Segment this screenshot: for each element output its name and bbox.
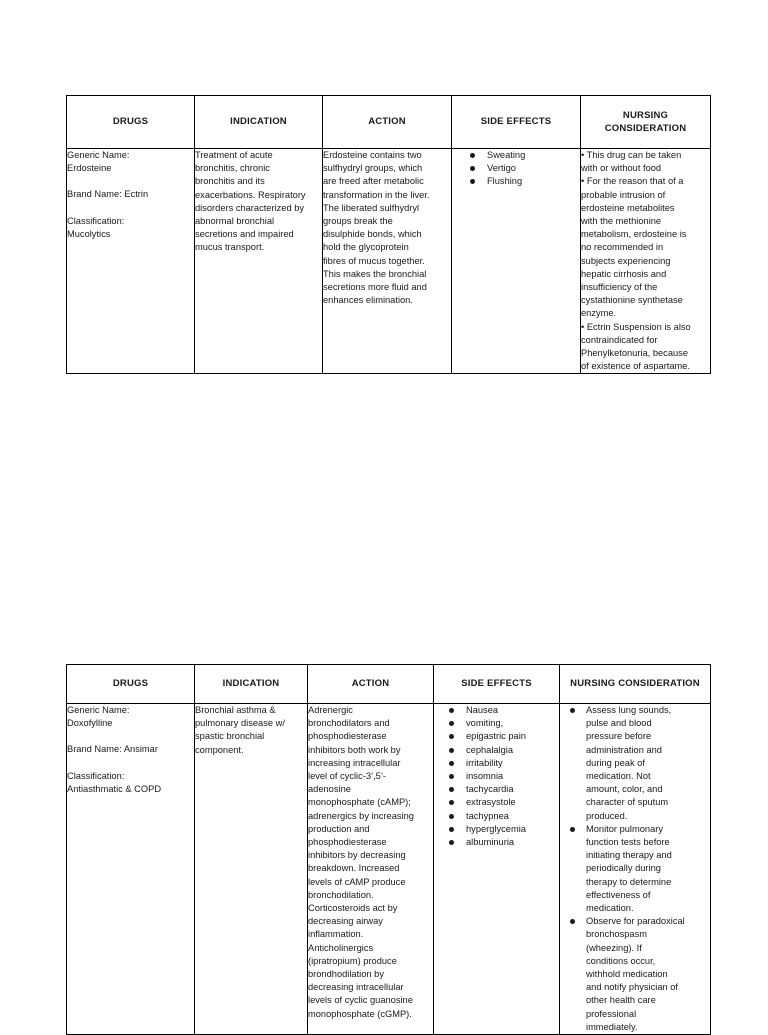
list-item: irritability (449, 757, 559, 770)
header-side-effects: SIDE EFFECTS (434, 665, 560, 704)
header-drugs: DRUGS (67, 96, 195, 149)
list-item: Monitor pulmonary function tests before initiating therapy and periodically during therapy to determine effectiveness of medication. (570, 823, 710, 915)
header-action: ACTION (323, 96, 452, 149)
classification-value: Mucolytics (67, 228, 111, 239)
classification-label: Classification: (67, 215, 125, 226)
generic-name-value: Doxofylline (67, 718, 113, 729)
action-cell: Adrenergic bronchodilators and phosphodiesterase inhibitors both work by increasing intracellular level of cyclic-3’,5’- adenosine monophosphate (cAMP); adrenergics by increasing production and phosphodiesterase inhibitors by decreasing breakdown. Increased levels of cAMP produce bronchodilation. Corticosteroids act by decreasing airway inflammation. Anticholinergics (ipratropium) produce brondhodilation by decreasing intracellular levels of cyclic guanosine monophosphate (cGMP). (308, 704, 434, 1035)
generic-name-label: Generic Name: (67, 150, 130, 160)
classification-value: Antiasthmatic & COPD (67, 783, 162, 794)
nursing-consideration-cell (560, 704, 711, 1035)
list-item: Nausea (449, 704, 559, 717)
side-effects-list (452, 149, 580, 189)
table-row (67, 149, 711, 374)
list-item: vomiting, (449, 717, 559, 730)
list-item: Observe for paradoxical bronchospasm (wheezing). If conditions occur, withhold medication and notify physician of other health care professional immediately. (570, 915, 710, 1034)
action-cell: Erdosteine contains two sulfhydryl groups, which are freed after metabolic transformation in the liver. The liberated sulfhydryl groups break the disulphide bonds, which hold the glycoprotein fibres of mucus together. This makes the bronchial secretions more fluid and enhances elimination. (323, 149, 452, 374)
header-indication: INDICATION (195, 665, 308, 704)
drug-info-cell (67, 149, 195, 374)
header-action: ACTION (308, 665, 434, 704)
indication-cell: Bronchial asthma & pulmonary disease w/ spastic bronchial component. (195, 704, 308, 1035)
list-item: hyperglycemia (449, 823, 559, 836)
brand-name: Brand Name: Ectrin (67, 189, 149, 200)
indication-cell: Treatment of acute bronchitis, chronic bronchitis and its exacerbations. Respiratory disorders characterized by abnormal bronchial secretions and impaired mucus transport. (195, 149, 323, 374)
generic-name-label: Generic Name: (67, 705, 130, 715)
generic-name-value: Erdosteine (67, 163, 112, 174)
list-item: albuminuria (449, 836, 559, 849)
list-item: tachypnea (449, 810, 559, 823)
table-header-row (67, 96, 711, 149)
side-effects-cell (452, 149, 581, 374)
nursing-list (560, 704, 710, 1034)
list-item: tachycardia (449, 783, 559, 796)
list-item: Assess lung sounds, pulse and blood pressure before administration and during peak of medication. Not amount, color, and character of sputum produced. (570, 704, 710, 823)
list-item: Sweating (470, 149, 580, 162)
header-side-effects: SIDE EFFECTS (452, 96, 581, 149)
header-nursing-line2: CONSIDERATION (604, 123, 687, 134)
list-item: epigastric pain (449, 730, 559, 743)
header-drugs: DRUGS (67, 665, 195, 704)
list-item: cephalalgia (449, 744, 559, 757)
drug-table-doxofylline (66, 664, 711, 1035)
header-nursing-line1: NURSING (622, 109, 669, 121)
classification-label: Classification: (67, 770, 125, 781)
side-effects-cell (434, 704, 560, 1035)
header-nursing-consideration (581, 96, 711, 149)
list-item: insomnia (449, 770, 559, 783)
list-item: Vertigo (470, 162, 580, 175)
nursing-consideration-cell: • This drug can be taken with or without food • For the reason that of a probable intrusion of erdosteine metabolites with the methionine metabolism, erdosteine is no recommended in subjects experiencing hepatic cirrhosis and insufficiency of the cystathionine synthetase enzyme. • Ectrin Suspension is also contraindicated for Phenylketonuria, because of existence of aspartame. (581, 149, 711, 374)
drug-info-cell (67, 704, 195, 1035)
table-header-row (67, 665, 711, 704)
table-row (67, 704, 711, 1035)
header-nursing-consideration: NURSING CONSIDERATION (560, 665, 711, 704)
list-item: Flushing (470, 175, 580, 188)
side-effects-list (434, 704, 559, 849)
brand-name: Brand Name: Ansimar (67, 744, 158, 755)
header-indication: INDICATION (195, 96, 323, 149)
drug-table-erdosteine (66, 95, 711, 374)
list-item: extrasystole (449, 796, 559, 809)
